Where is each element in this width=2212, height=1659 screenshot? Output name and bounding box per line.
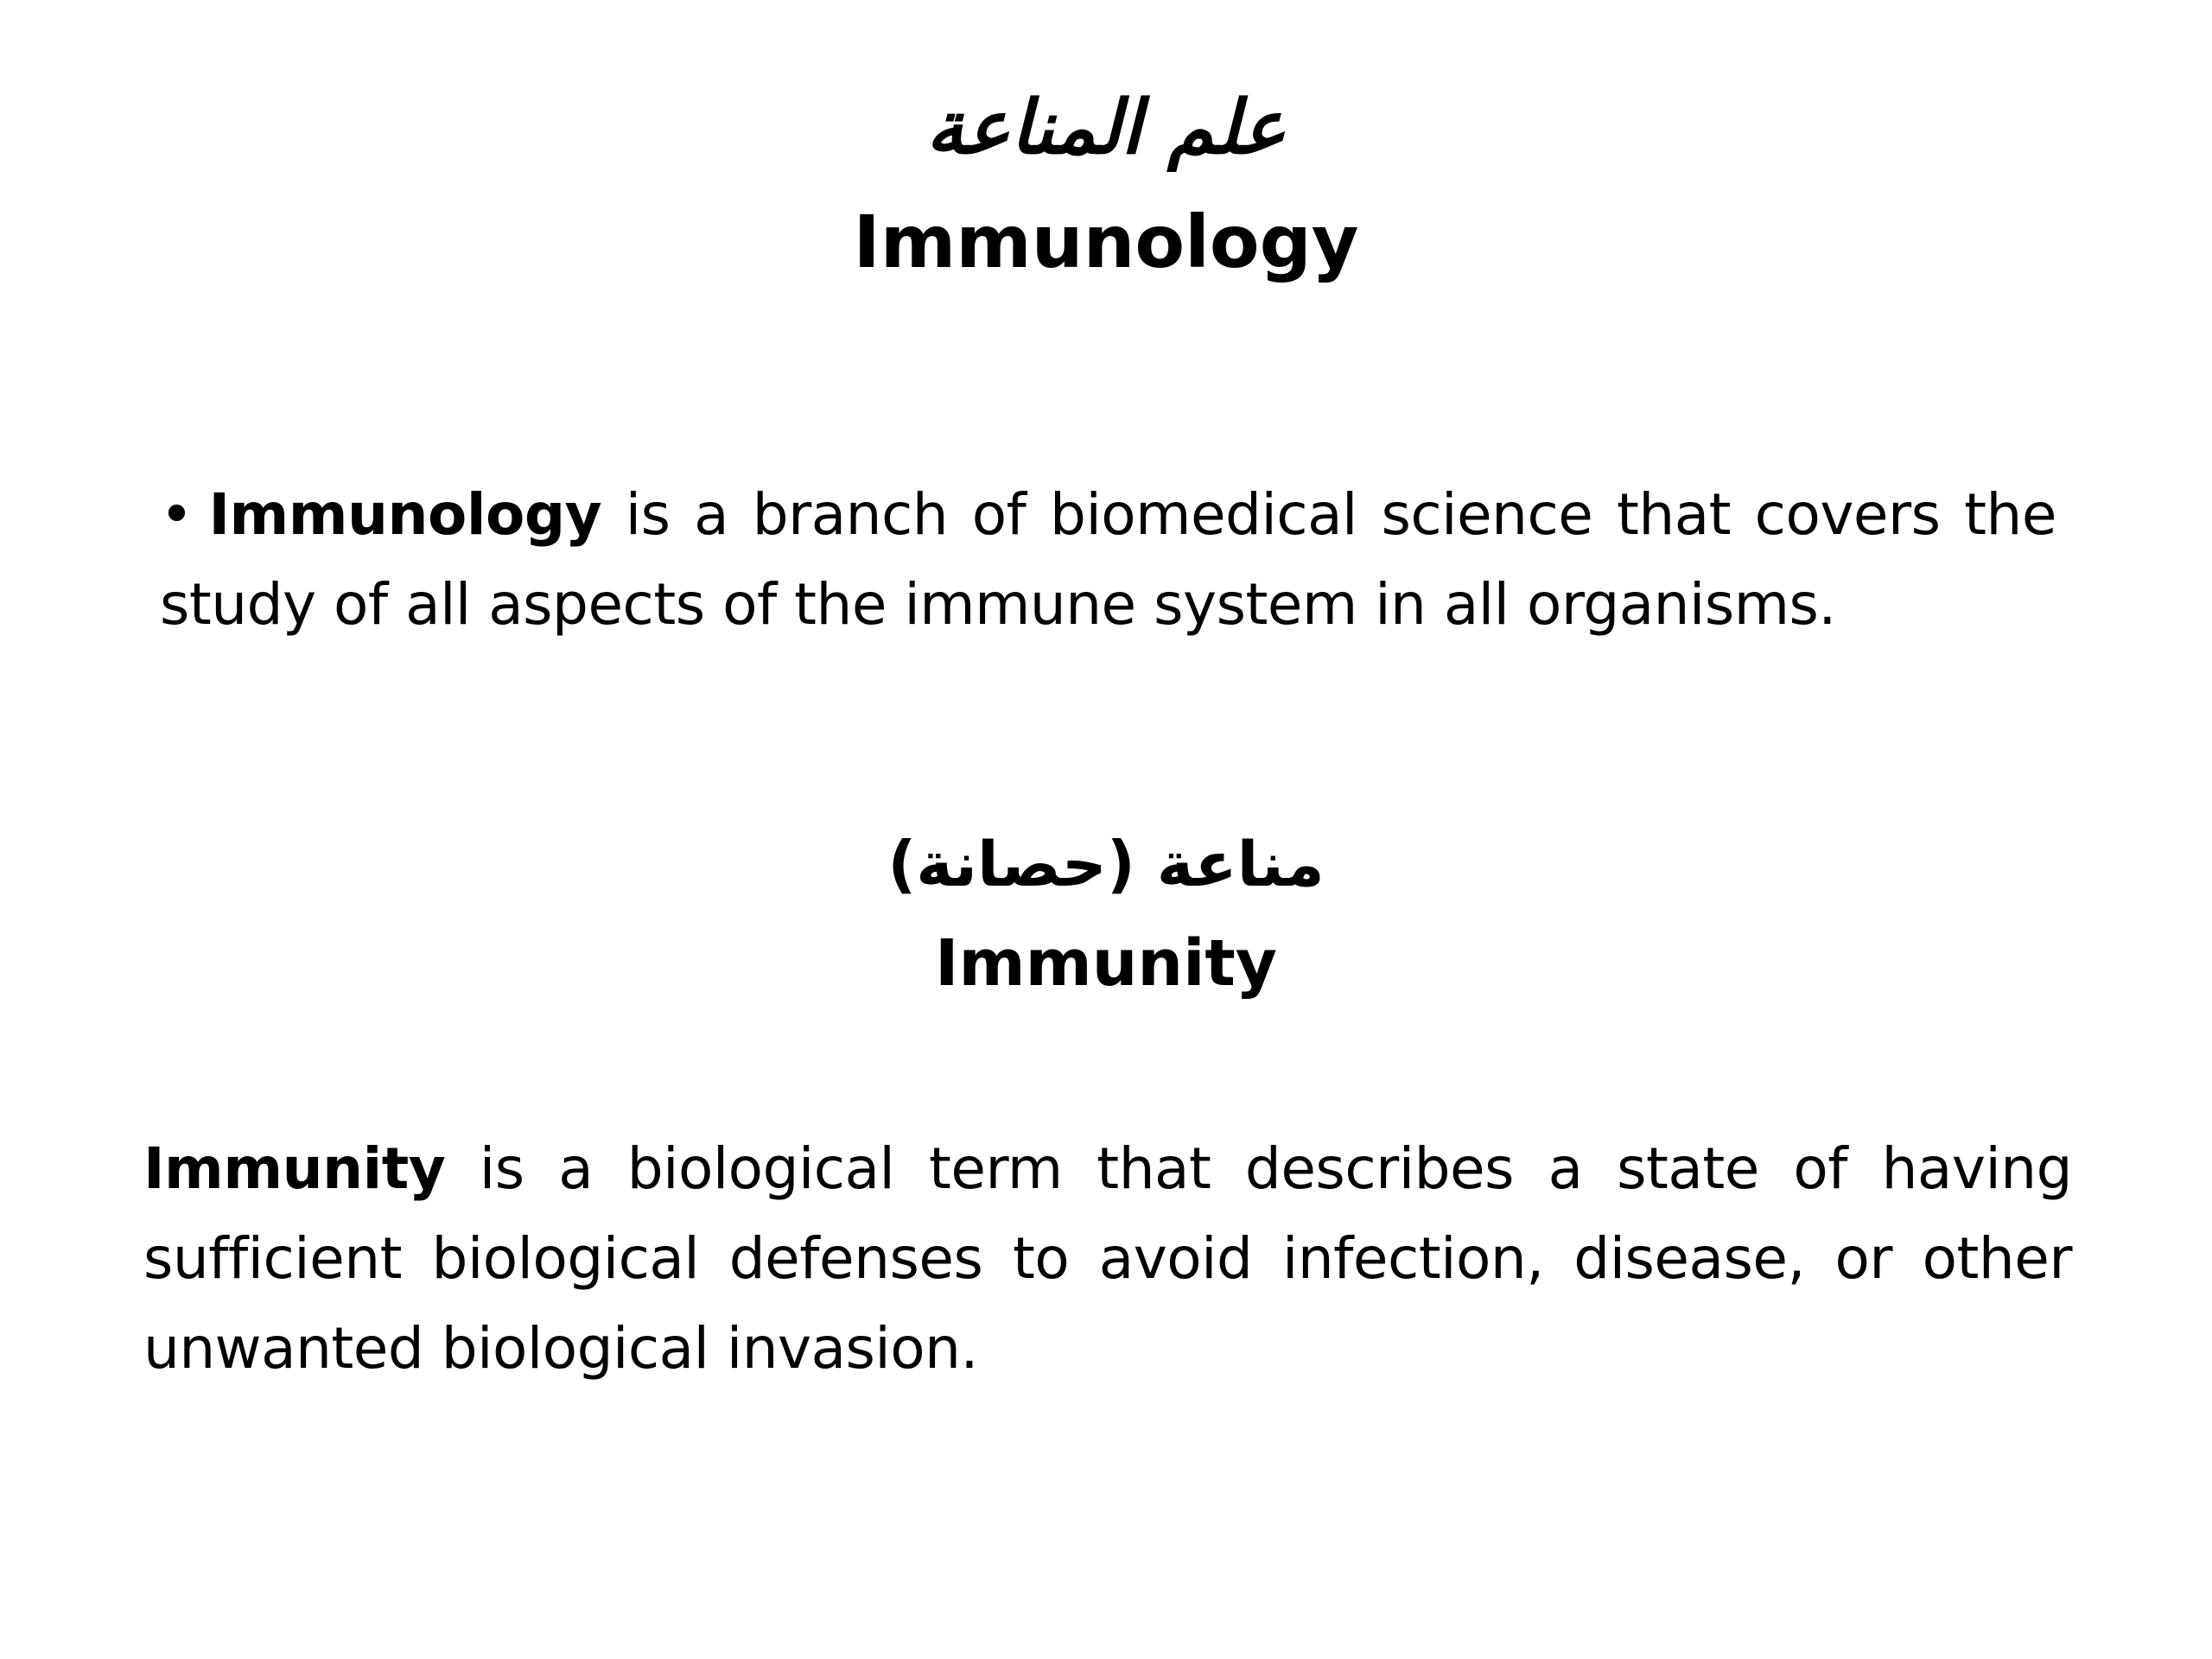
immunity-definition-text: is a biological term that describes a state of having sufficient biological defenses to avoid infection, disease, or other unwanted biological invasion. <box>143 1135 2072 1382</box>
immunity-definition <box>143 1124 2072 1394</box>
heading-immunity: Immunity <box>934 926 1278 1001</box>
arabic-title-immunity: مناعة (حصانة) <box>887 828 1325 900</box>
arabic-title-immunology: علم المناعة <box>925 85 1287 171</box>
immunology-definition <box>160 470 2056 650</box>
bullet-point: • <box>160 481 194 548</box>
heading-immunology: Immunology <box>853 200 1359 284</box>
immunology-definition-text: is a branch of biomedical science that covers the study of all aspects of the immune system in all organisms. <box>160 481 2056 638</box>
immunity-term: Immunity <box>143 1135 446 1202</box>
immunology-term: Immunology <box>208 481 602 548</box>
